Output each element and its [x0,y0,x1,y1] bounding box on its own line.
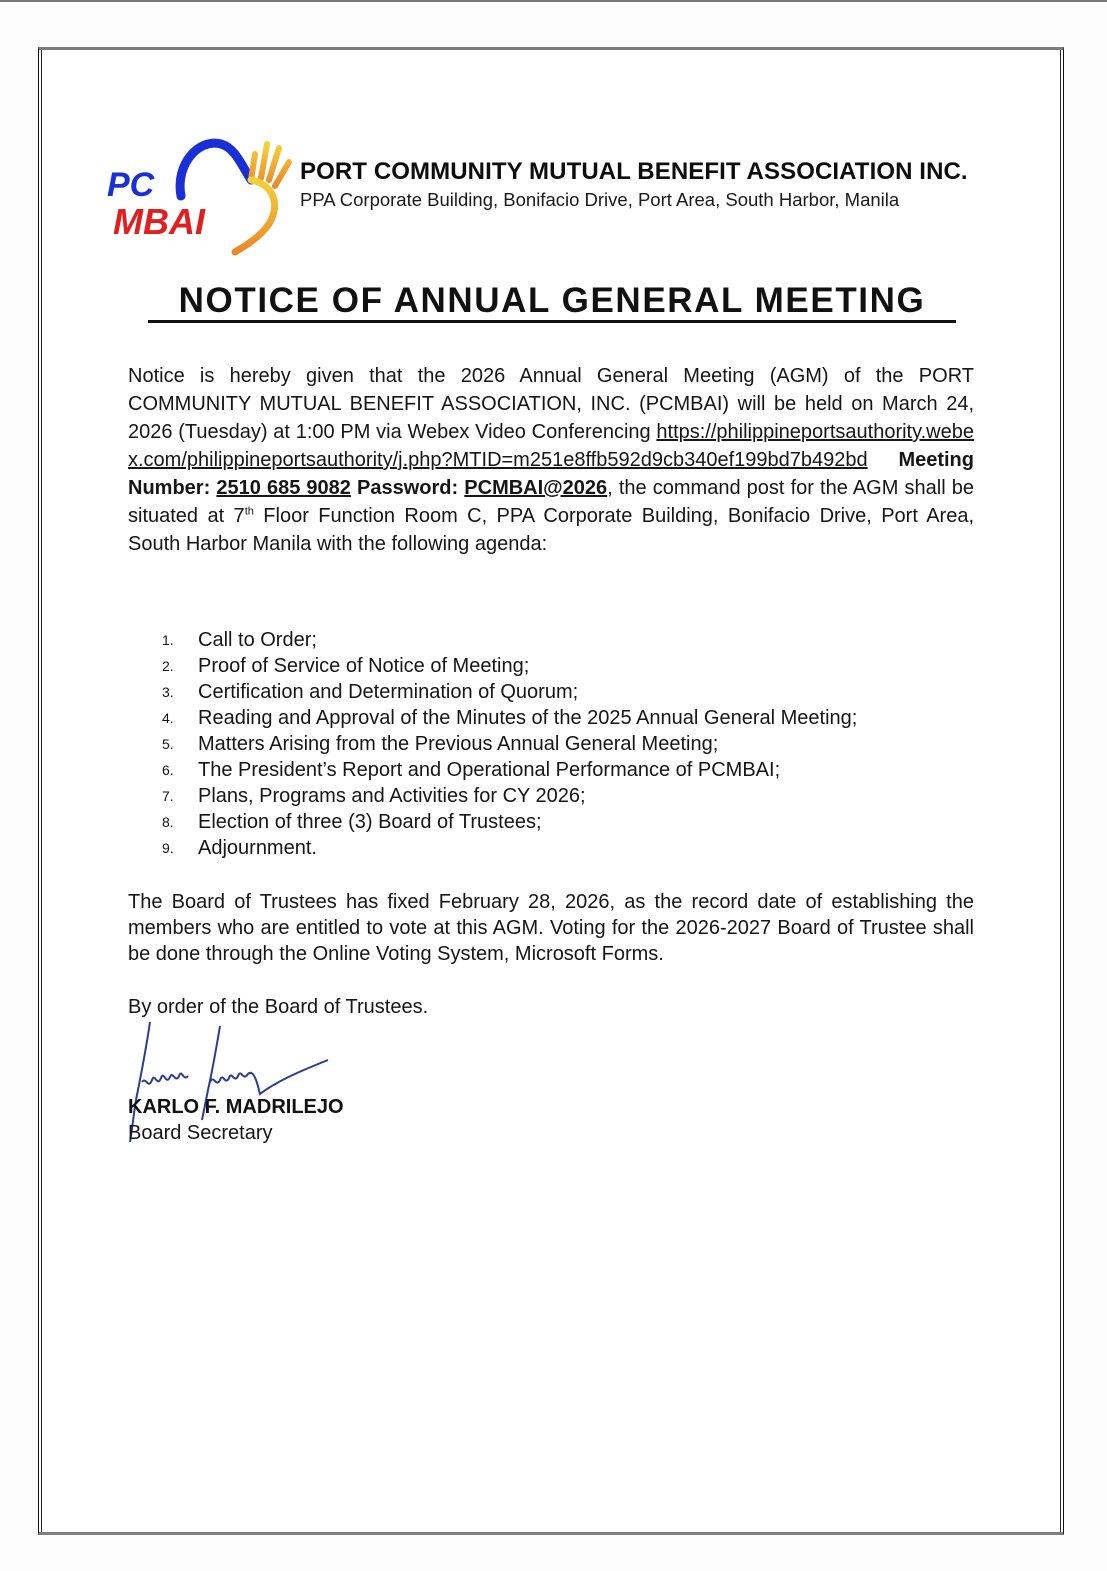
agenda-number: 8. [162,814,174,830]
agenda-item [160,705,857,731]
agenda-number: 2. [162,658,174,674]
organization-address: PPA Corporate Building, Bonifacio Drive, Port Area, South Harbor, Manila [300,189,900,210]
ordinal-suffix: th [244,505,254,518]
organization-name: PORT COMMUNITY MUTUAL BENEFIT ASSOCIATION INC. [300,158,968,185]
top-edge-bar [0,0,1107,2]
agenda-item [160,627,857,653]
closing-line: By order of the Board of Trustees. [128,996,429,1018]
signer-title: Board Secretary [128,1122,273,1144]
agenda-text: Proof of Service of Notice of Meeting; [198,655,530,677]
agenda-text: Reading and Approval of the Minutes of the 2025 Annual General Meeting; [198,707,858,729]
signer-name: KARLO F. MADRILEJO [128,1096,344,1118]
agenda-text: The President’s Report and Operational Performance of PCMBAI; [198,759,781,781]
svg-text:PC: PC [107,166,155,204]
agenda-item [160,731,857,757]
venue-text-continued: Floor Function Room C, PPA Corporate Building, Bonifacio Drive, Port Area, South Harbor Manila with the following agenda: [128,505,975,555]
svg-text:MBAI: MBAI [113,201,205,242]
pcmbai-logo-icon [103,134,303,256]
password-label: Password: [357,477,459,499]
agenda-number: 1. [162,632,174,648]
agenda-number: 9. [162,840,174,856]
notice-paragraph [128,362,974,558]
webex-meeting-link[interactable]: https://philippineportsauthority.webex.com/philippineportsauthority/j.php?MTID=m251e8ffb592d9cb340ef199bd7b492bd [128,421,974,471]
agenda-text: Matters Arising from the Previous Annual General Meeting; [198,733,719,755]
agenda-number: 6. [162,762,174,778]
agenda-text: Plans, Programs and Activities for CY 2026; [198,785,586,807]
agenda-item [160,835,857,861]
agenda-text: Election of three (3) Board of Trustees; [198,811,542,833]
agenda-text: Call to Order; [198,629,317,651]
agenda-text: Adjournment. [198,837,317,859]
meeting-number: 2510 685 9082 [216,477,351,499]
agenda-text: Certification and Determination of Quorum; [198,681,579,703]
agenda-list [160,627,857,861]
agenda-number: 7. [162,788,174,804]
meeting-password: PCMBAI@2026 [464,477,608,499]
intro-text: Notice is hereby given that the 2026 Annual General Meeting (AGM) of the PORT COMMUNITY MUTUAL BENEFIT ASSOCIATION, INC. (PCMBAI) will be held on March 24, 2026 (Tuesday) at 1:00 PM via Webex Video Conferencing [128,365,974,443]
agenda-item [160,757,857,783]
meeting-number-label: Meeting Number: [128,449,974,499]
venue-text: , the command post for the AGM shall be situated at 7 [128,477,974,527]
record-date-paragraph: The Board of Trustees has fixed February 28, 2026, as the record date of establishing the members who are entitled to vote at this AGM. Voting for the 2026-2027 Board of Trustee shall be done through the Online Voting System, Microsoft Forms. [128,891,974,965]
agenda-number: 3. [162,684,174,700]
agenda-item [160,809,857,835]
agenda-item [160,679,857,705]
agenda-number: 4. [162,710,174,726]
document-title: NOTICE OF ANNUAL GENERAL MEETING [148,282,956,323]
agenda-number: 5. [162,736,174,752]
agenda-item [160,653,857,679]
agenda-item [160,783,857,809]
